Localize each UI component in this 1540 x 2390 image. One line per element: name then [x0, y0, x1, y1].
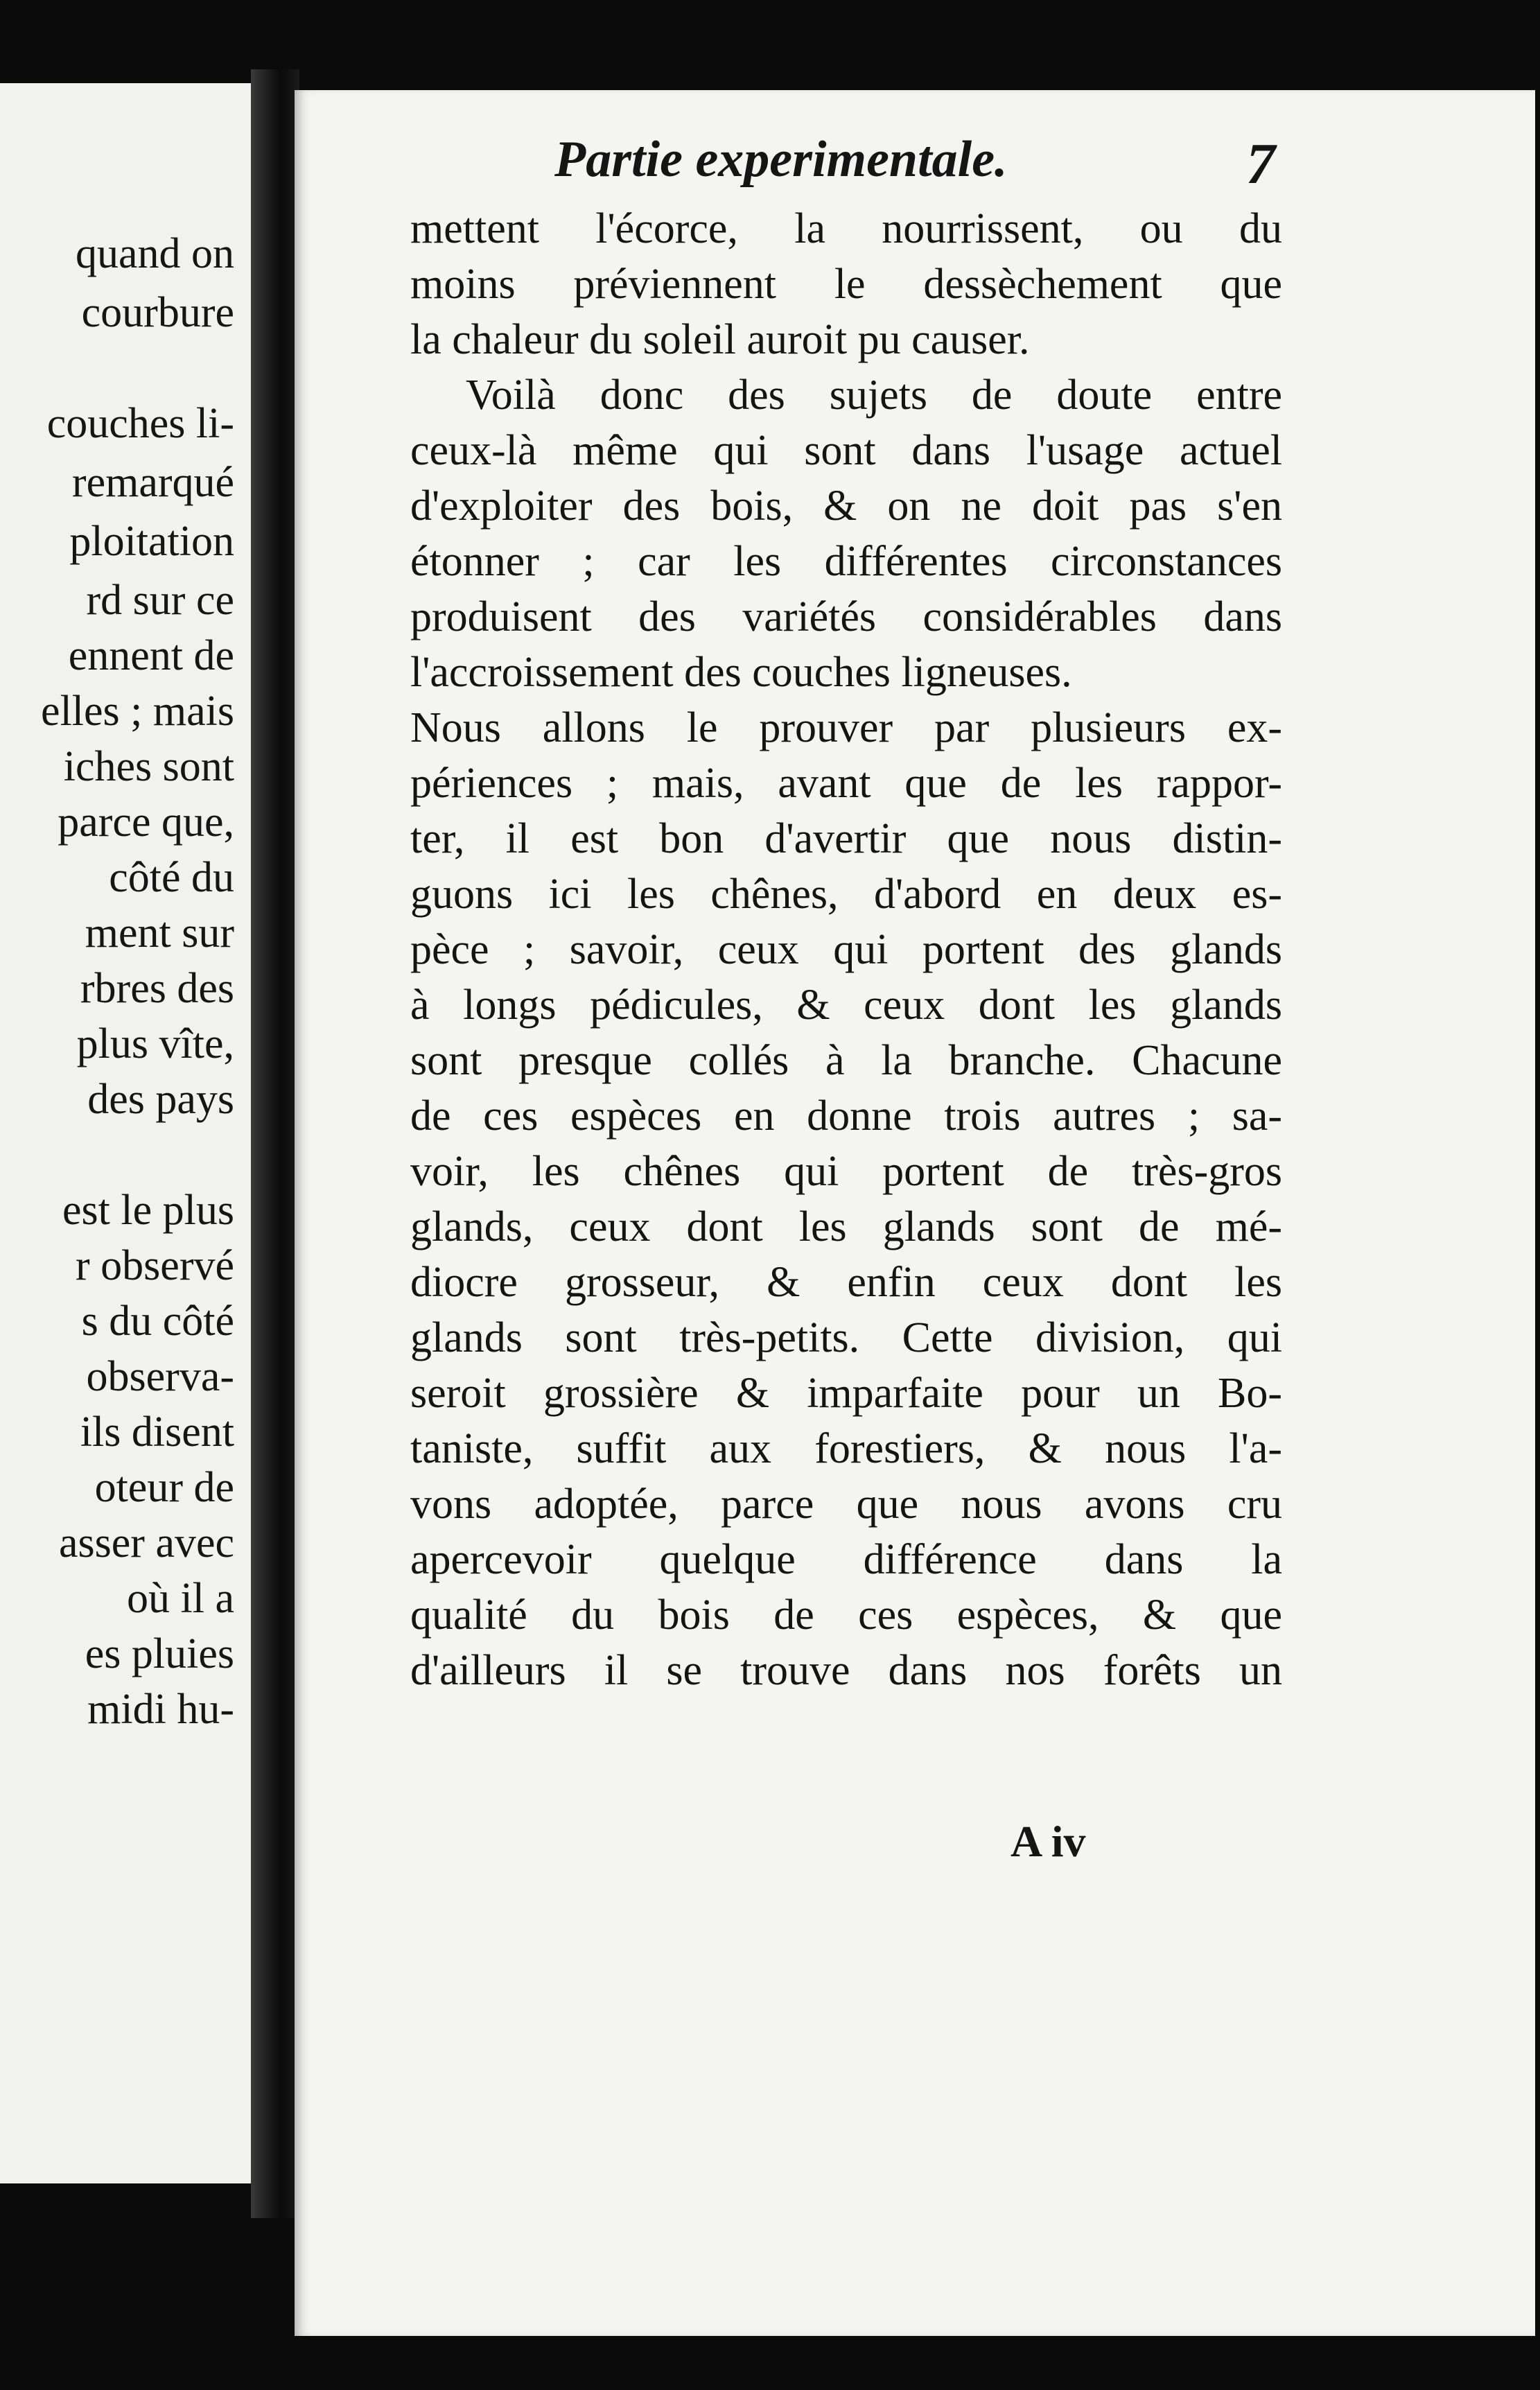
- running-head-title: Partie experimentale.: [554, 131, 1008, 188]
- body-line: diocre grosseur, & enfin ceux dont les: [410, 1259, 1282, 1306]
- left-page-line: asser avec: [59, 1519, 234, 1567]
- running-head: [554, 130, 1275, 196]
- left-page-line: iches sont: [63, 743, 234, 790]
- left-page-line: des pays: [87, 1076, 234, 1123]
- body-line: seroit grossière & imparfaite pour un Bo-: [410, 1370, 1282, 1417]
- left-page-line: où il a: [127, 1575, 234, 1622]
- left-page-line: rd sur ce: [86, 577, 234, 624]
- body-line: la chaleur du soleil auroit pu causer.: [410, 316, 1030, 363]
- left-page-line: plus vîte,: [76, 1020, 234, 1067]
- body-line: Nous allons le prouver par plusieurs ex-: [410, 704, 1282, 751]
- page-number: 7: [1246, 132, 1275, 196]
- body-line: étonner ; car les différentes circonstances: [410, 538, 1282, 585]
- left-page-line: observa-: [86, 1353, 234, 1400]
- book-gutter: [251, 69, 299, 2218]
- left-page-line: ment sur: [85, 909, 234, 957]
- body-line: d'exploiter des bois, & on ne doit pas s'en: [410, 482, 1282, 530]
- body-line: périences ; mais, avant que de les rappor-: [410, 760, 1282, 807]
- left-page-line: rbres des: [80, 965, 234, 1012]
- body-line: glands, ceux dont les glands sont de mé-: [410, 1203, 1282, 1250]
- body-line: vons adoptée, parce que nous avons cru: [410, 1481, 1282, 1528]
- left-page-line: elles ; mais: [41, 688, 234, 735]
- left-page-line: côté du: [109, 854, 234, 901]
- body-line: voir, les chênes qui portent de très-gros: [410, 1148, 1282, 1195]
- left-page-line: midi hu-: [87, 1686, 234, 1733]
- left-page-line: quand on: [75, 230, 234, 277]
- body-line: pèce ; savoir, ceux qui portent des glands: [410, 926, 1282, 973]
- body-line: qualité du bois de ces espèces, & que: [410, 1591, 1282, 1639]
- body-text: [410, 201, 1282, 1698]
- left-page-line: parce que,: [58, 799, 234, 846]
- body-line: apercevoir quelque différence dans la: [410, 1536, 1282, 1583]
- body-line: de ces espèces en donne trois autres ; sa-: [410, 1092, 1282, 1140]
- left-page-line: r observé: [76, 1242, 234, 1289]
- left-page-line: es pluies: [85, 1630, 234, 1677]
- left-page-line: couches li-: [46, 400, 234, 447]
- left-page-line: ils disent: [80, 1408, 234, 1456]
- body-line: moins préviennent le dessèchement que: [410, 261, 1282, 308]
- body-line: ceux-là même qui sont dans l'usage actuel: [410, 427, 1282, 474]
- body-line: produisent des variétés considérables dans: [410, 593, 1282, 640]
- body-line: à longs pédicules, & ceux dont les glands: [410, 982, 1282, 1029]
- left-page-line: oteur de: [94, 1464, 234, 1511]
- body-line: d'ailleurs il se trouve dans nos forêts un: [410, 1647, 1282, 1694]
- left-page-fragment: [0, 83, 251, 2183]
- left-page-line: ennent de: [68, 632, 234, 679]
- left-page-line: ploitation: [69, 518, 234, 565]
- body-line: ter, il est bon d'avertir que nous distin-: [410, 815, 1282, 862]
- left-page-line: s du côté: [81, 1298, 234, 1345]
- body-line: taniste, suffit aux forestiers, & nous l'a-: [410, 1425, 1282, 1472]
- body-line: glands sont très-petits. Cette division, qui: [410, 1314, 1282, 1361]
- left-page-line: courbure: [81, 289, 234, 336]
- body-line: guons ici les chênes, d'abord en deux es-: [410, 871, 1282, 918]
- left-page-line: remarqué: [71, 459, 234, 506]
- catchword: A iv: [1010, 1817, 1086, 1866]
- body-line: sont presque collés à la branche. Chacune: [410, 1037, 1282, 1084]
- body-line: Voilà donc des sujets de doute entre: [466, 372, 1282, 419]
- left-page-line: est le plus: [62, 1187, 234, 1234]
- body-line: l'accroissement des couches ligneuses.: [410, 649, 1072, 696]
- body-line: mettent l'écorce, la nourrissent, ou du: [410, 205, 1282, 252]
